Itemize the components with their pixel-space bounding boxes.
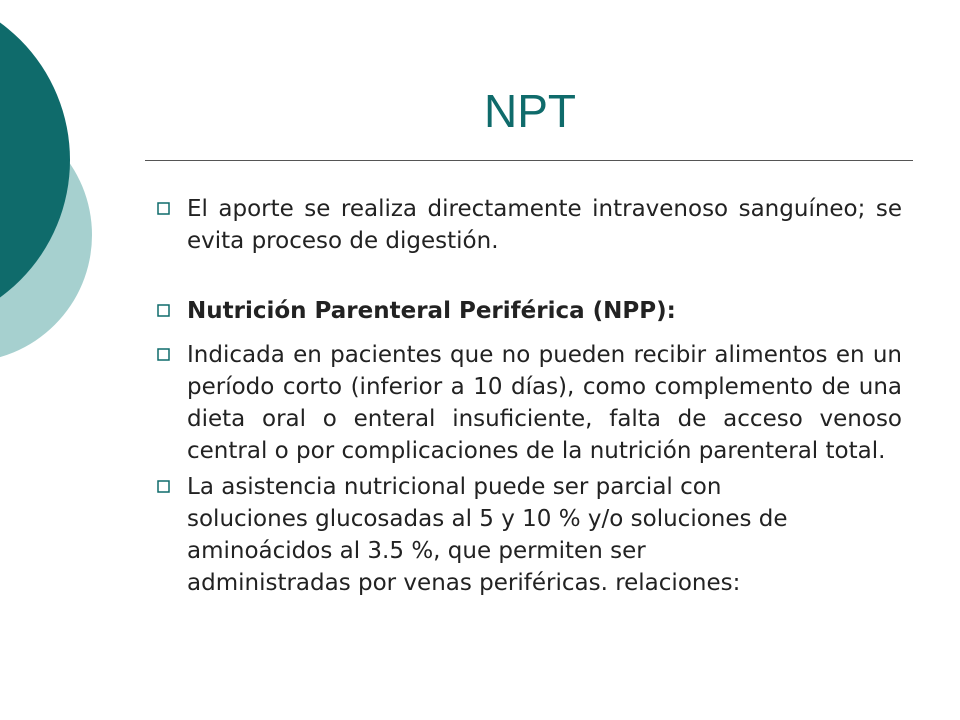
square-bullet-icon xyxy=(157,348,170,361)
decorative-circles xyxy=(0,0,110,400)
item-text: El aporte se realiza directamente intravenoso sanguíneo; se evita proceso de digestión. xyxy=(187,196,902,254)
slide-title: NPT xyxy=(484,85,576,137)
list-item xyxy=(150,339,902,467)
bullet-list xyxy=(150,193,902,599)
item-text-line: La asistencia nutricional puede ser parcial con xyxy=(187,474,722,500)
square-bullet-icon xyxy=(157,304,170,317)
item-text-line: soluciones glucosadas al 5 y 10 % y/o soluciones de xyxy=(187,506,788,532)
square-bullet-icon xyxy=(157,480,170,493)
list-item xyxy=(150,193,902,257)
item-text-line: administradas por venas periféricas. relaciones: xyxy=(187,570,741,596)
square-bullet-icon xyxy=(157,202,170,215)
list-item xyxy=(150,471,902,599)
list-item xyxy=(150,295,902,327)
item-text-line: aminoácidos al 3.5 %, que permiten ser xyxy=(187,538,646,564)
title-divider xyxy=(145,160,913,161)
item-heading: Nutrición Parenteral Periférica (NPP): xyxy=(187,298,676,324)
item-text: Indicada en pacientes que no pueden recibir alimentos en un período corto (inferior a 10 días), como complemento de una dieta oral o enteral insuficiente, falta de acceso venoso central o por complicaciones de la nutrición parenteral total. xyxy=(187,342,902,464)
